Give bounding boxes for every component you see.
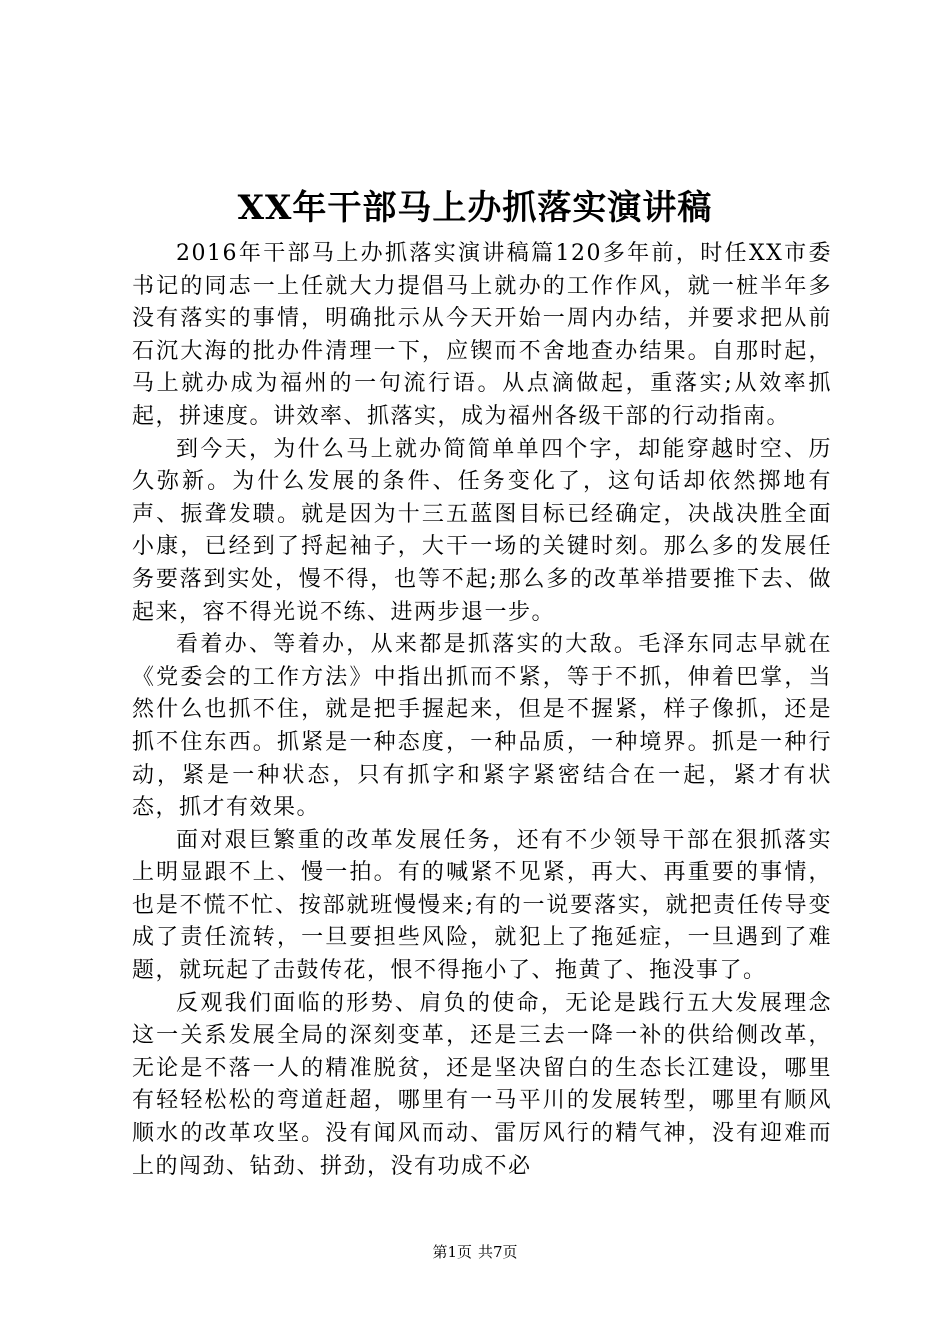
paragraph: 看着办、等着办，从来都是抓落实的大敌。毛泽东同志早就在《党委会的工作方法》中指出抓而不紧，等于不抓，伸着巴掌，当然什么也抓不住，就是把手握起来，但是不握紧，样子像抓，还是抓不住东西。抓紧是一种态度，一种品质，一种境界。抓是一种行动，紧是一种状态，只有抓字和紧字紧密结合在一起，紧才有状态，抓才有效果。 xyxy=(132,632,832,821)
paragraph: 反观我们面临的形势、肩负的使命，无论是践行五大发展理念这一关系发展全局的深刻变革，还是三去一降一补的供给侧改革，无论是不落一人的精准脱贫，还是坚决留白的生态长江建设，哪里有轻轻松松的弯道赶超，哪里有一马平川的发展转型，哪里有顺风顺水的改革攻坚。没有闻风而动、雷厉风行的精气神，没有迎难而上的闯劲、钻劲、拼劲，没有功成不必 xyxy=(132,990,832,1179)
page-footer xyxy=(0,1242,950,1262)
paragraph: 到今天，为什么马上就办简简单单四个字，却能穿越时空、历久弥新。为什么发展的条件、任务变化了，这句话却依然掷地有声、振聋发聩。就是因为十三五蓝图目标已经确定，决战决胜全面小康，已经到了捋起袖子，大干一场的关键时刻。那么多的发展任务要落到实处，慢不得，也等不起;那么多的改革举措要推下去、做起来，容不得光说不练、进两步退一步。 xyxy=(132,436,832,625)
paragraph: 2016年干部马上办抓落实演讲稿篇120多年前，时任XX市委书记的同志一上任就大力提倡马上就办的工作作风，就一桩半年多没有落实的事情，明确批示从今天开始一周内办结，并要求把从前石沉大海的批办件清理一下，应锲而不舍地查办结果。自那时起，马上就办成为福州的一句流行语。从点滴做起，重落实;从效率抓起，拼速度。讲效率、抓落实，成为福州各级干部的行动指南。 xyxy=(132,241,832,429)
paragraph: 面对艰巨繁重的改革发展任务，还有不少领导干部在狠抓落实上明显跟不上、慢一拍。有的喊紧不见紧，再大、再重要的事情，也是不慌不忙、按部就班慢慢来;有的一说要落实，就把责任传导变成了责任流转，一旦要担些风险，就犯上了拖延症，一旦遇到了难题，就玩起了击鼓传花，恨不得拖小了、拖黄了、拖没事了。 xyxy=(132,827,832,984)
page-number: 第1页 xyxy=(432,1243,472,1261)
document-title: XX年干部马上办抓落实演讲稿 xyxy=(237,188,713,228)
page-total: 共7页 xyxy=(478,1243,518,1261)
document-body xyxy=(132,238,832,1183)
